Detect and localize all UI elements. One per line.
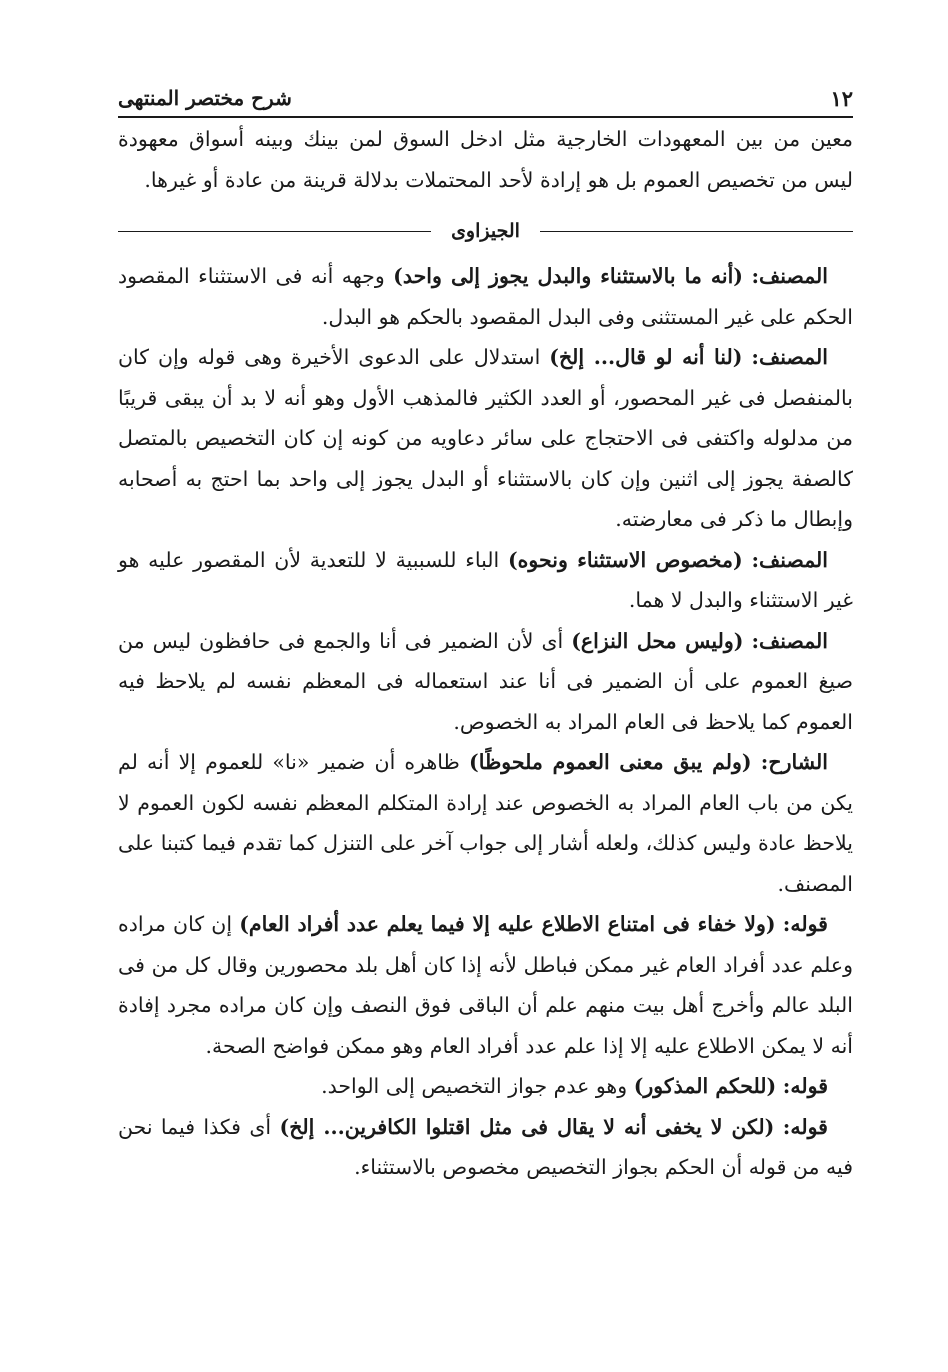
commentary-entry [118,742,853,904]
entry-quote: (لكن لا يخفى أنه لا يقال فى مثل اقتلوا الكافرين... إلخ) [279,1114,775,1139]
commentary-entry [118,904,853,1066]
commentary-entry [118,337,853,540]
entry-lead: قوله: [782,1114,828,1139]
commentary-entry [118,540,853,621]
commentary-entry [118,621,853,743]
entry-lead: قوله: [782,1074,828,1098]
entry-text: إن كان مراده وعلم عدد أفراد العام غير ممكن فباطل لأنه إذا كان أهل بلد محصورين وقال كل من فى البلد عالم وأخرج أهل بيت منهم علم أن الباقى فوق النصف وإن كان مراده مجرد إفادة أنه لا يمكن الاطلاع عليه إلا إذا علم عدد أفراد العام وهو ممكن فواضح الصحة. [118,912,853,1058]
entry-quote: (وليس محل النزاع) [571,628,744,653]
entry-text: ظاهره أن ضمير «نا» للعموم إلا أنه لم يكن من باب العام المراد به الخصوص عند إرادة المتكلم المعظم نفسه لكون العموم لا يلاحظ عادة وليس كذلك، ولعله أشار إلى جواب آخر على التنزل كما تقدم فيما كتبنا على المصنف. [118,750,853,896]
page-header [118,78,853,112]
header-rule [118,116,853,118]
page-number: ١٢ [830,86,853,111]
document-page [118,78,853,1188]
entry-quote: (مخصوص الاستثناء ونحوه) [507,547,743,572]
entry-quote: (للحكم المذكور) [633,1074,777,1098]
section-divider [118,210,853,252]
entry-lead: قوله: [782,912,828,936]
entry-quote: (ولم يبق معنى العموم ملحوظًا) [469,750,752,774]
section-title: الجيزاوى [451,220,520,242]
entry-lead: المصنف: [751,628,828,653]
divider-line-right [540,231,853,232]
entry-lead: الشارح: [760,750,828,774]
entry-text: الباء للسببية لا للتعدية لأن المقصور عليه هو غير الاستثناء والبدل لا هما. [118,547,853,612]
commentary-entry [118,1107,853,1188]
entry-lead: المصنف: [751,264,828,288]
entry-quote: (لنا أنه لو قال... إلخ) [549,345,743,369]
entry-quote: (أنه ما بالاستثناء والبدل يجوز إلى واحد) [393,264,743,288]
commentary-entry [118,256,853,337]
entry-text: أى فكذا فيما نحن فيه من قوله أن الحكم بجواز التخصيص مخصوص بالاستثناء. [118,1114,853,1179]
entry-text: وهو عدم جواز التخصيص إلى الواحد. [321,1074,628,1098]
entry-lead: المصنف: [751,547,828,572]
entry-quote: (ولا خفاء فى امتناع الاطلاع عليه إلا فيما يعلم عدد أفراد العام) [239,912,776,936]
divider-line-left [118,231,431,232]
entry-lead: المصنف: [751,345,828,369]
entry-text: وجهه أنه فى الاستثناء المقصود الحكم على غير المستثنى وفى البدل المقصود بالحكم هو البدل. [118,264,853,329]
entry-text: استدلال على الدعوى الأخيرة وهى قوله وإن كان بالمنفصل فى غير المحصور، أو العدد الكثير فالمذهب الأول وهو أنه لا بد أن يبقى قريبًا من مدلوله واكتفى فى الاحتجاج على سائر دعاويه من كونه إن كان التخصيص بالمتصل كالصفة يجوز إلى اثنين وإن كان بالاستثناء أو البدل يجوز إلى واحد بما احتج به أصحابه وإبطال ما ذكر فى معارضته. [118,345,853,531]
running-title: شرح مختصر المنتهى [118,86,292,110]
intro-paragraph: معين من بين المعهودات الخارجية مثل ادخل السوق لمن بينك وبينه أسواق معهودة ليس من تخصيص العموم بل هو إرادة لأحد المحتملات بدلالة قرينة من عادة أو غيرها. [118,127,853,192]
commentary-entry [118,1066,853,1107]
entry-text: أى لأن الضمير فى أنا والجمع فى حافظون ليس من صيغ العموم على أن الضمير فى أنا عند استعماله فى المعظم نفسه لم يلاحظ فيه العموم كما يلاحظ فى العام المراد به الخصوص. [118,628,853,734]
